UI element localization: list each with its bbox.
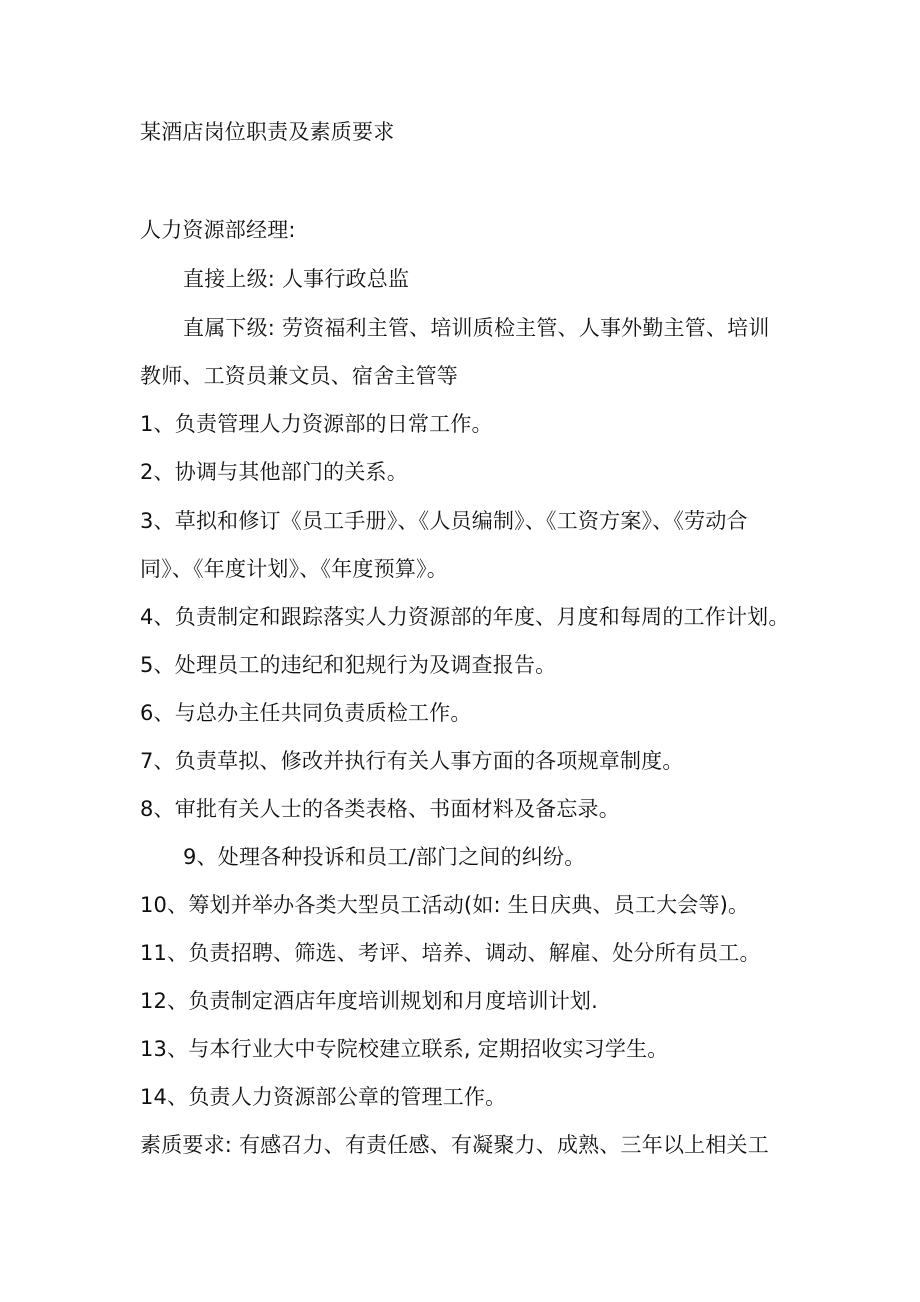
duty-item-2: 2、协调与其他部门的关系。 (140, 460, 408, 484)
duty-item-13: 13、与本行业大中专院校建立联系, 定期招收实习学生。 (140, 1037, 669, 1061)
section-heading: 人力资源部经理: (140, 218, 296, 242)
duty-item-10: 10、筹划并举办各类大型员工活动(如: 生日庆典、员工大会等)。 (140, 893, 750, 917)
direct-subordinates-line-2: 教师、工资员兼文员、宿舍主管等 (140, 364, 458, 388)
duty-item-3-line-1: 3、草拟和修订《员工手册》、《人员编制》、《工资方案》、《劳动合 (140, 509, 748, 533)
duty-item-12: 12、负责制定酒店年度培训规划和月度培训计划. (140, 989, 598, 1013)
duty-item-1: 1、负责管理人力资源部的日常工作。 (140, 412, 493, 436)
qualification-line: 素质要求: 有感召力、有责任感、有凝聚力、成熟、三年以上相关工 (140, 1133, 769, 1157)
document-title: 某酒店岗位职责及素质要求 (140, 120, 395, 144)
duty-item-3-line-2: 同》、《年度计划》、《年度预算》。 (140, 557, 448, 581)
duty-item-7: 7、负责草拟、修改并执行有关人事方面的各项规章制度。 (140, 749, 684, 773)
duty-item-14: 14、负责人力资源部公章的管理工作。 (140, 1085, 507, 1109)
direct-superior-line: 直接上级: 人事行政总监 (183, 267, 410, 291)
duty-item-8: 8、审批有关人士的各类表格、书面材料及备忘录。 (140, 797, 620, 821)
duty-item-6: 6、与总办主任共同负责质检工作。 (140, 701, 472, 725)
duty-item-5: 5、处理员工的违纪和犯规行为及调查报告。 (140, 653, 557, 677)
direct-subordinates-line-1: 直属下级: 劳资福利主管、培训质检主管、人事外勤主管、培训 (183, 316, 770, 340)
duty-item-4: 4、负责制定和跟踪落实人力资源部的年度、月度和每周的工作计划。 (140, 605, 790, 629)
duty-item-9: 9、处理各种投诉和员工/部门之间的纠纷。 (183, 845, 586, 869)
duty-item-11: 11、负责招聘、筛选、考评、培养、调动、解雇、处分所有员工。 (140, 941, 761, 965)
